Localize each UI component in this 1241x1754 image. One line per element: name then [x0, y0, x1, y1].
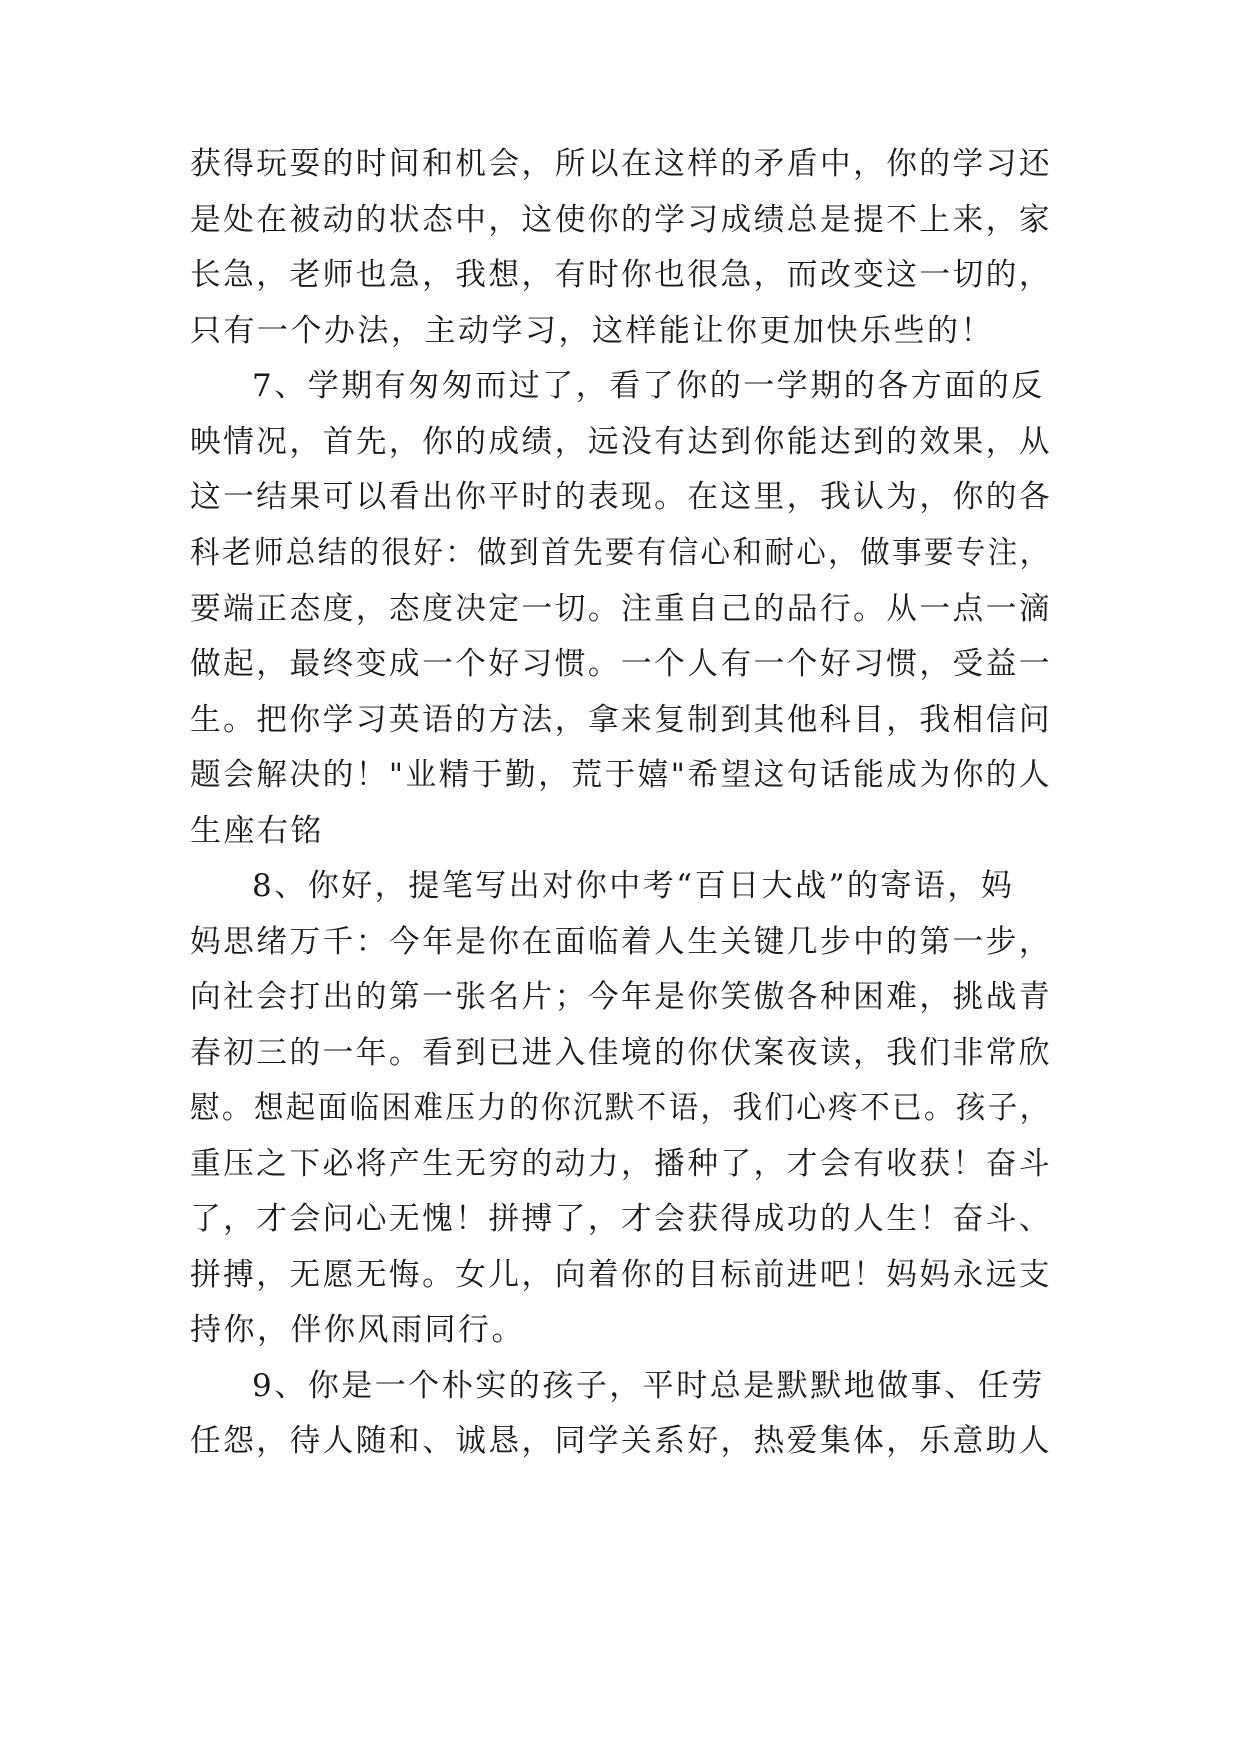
text-line: 做起，最终变成一个好习惯。一个人有一个好习惯，受益一 — [190, 646, 1053, 682]
text-line: 题会解决的！"业精于勤，荒于嬉"希望这句话能成为你的人 — [190, 757, 1053, 793]
text-line: 长急，老师也急，我想，有时你也很急，而改变这一切的， — [190, 257, 1053, 293]
text-line: 是处在被动的状态中，这使你的学习成绩总是提不上来，家 — [190, 202, 1053, 238]
text-line: 获得玩耍的时间和机会，所以在这样的矛盾中，你的学习还 — [190, 146, 1053, 182]
text-line: 映情况，首先，你的成绩，远没有达到你能达到的效果，从 — [190, 424, 1053, 460]
text-line: 生。把你学习英语的方法，拿来复制到其他科目，我相信问 — [190, 702, 1053, 738]
text-line: 任怨，待人随和、诚恳，同学关系好，热爱集体，乐意助人 — [190, 1423, 1053, 1459]
paragraph-start-7: 7、学期有匆匆而过了，看了你的一学期的各方面的反 — [252, 368, 1045, 404]
text-line: 向社会打出的第一张名片；今年是你笑傲各种困难，挑战青 — [190, 979, 1053, 1015]
text-line: 要端正态度，态度决定一切。注重自己的品行。从一点一滴 — [190, 591, 1053, 627]
paragraph-start-9: 9、你是一个朴实的孩子，平时总是默默地做事、任劳 — [252, 1368, 1045, 1404]
text-line: 拼搏，无愿无悔。女儿，向着你的目标前进吧！妈妈永远支 — [190, 1257, 1053, 1293]
text-line: 了，才会问心无愧！拼搏了，才会获得成功的人生！奋斗、 — [190, 1201, 1053, 1237]
text-line: 科老师总结的很好：做到首先要有信心和耐心，做事要专注， — [190, 535, 1052, 571]
text-line: 持你，伴你风雨同行。 — [190, 1312, 525, 1348]
text-line: 只有一个办法，主动学习，这样能让你更加快乐些的！ — [190, 313, 994, 349]
text-line: 妈思绪万千：今年是你在面临着人生关键几步中的第一步， — [190, 924, 1053, 960]
text-line: 春初三的一年。看到已进入佳境的你伏案夜读，我们非常欣 — [190, 1035, 1053, 1071]
text-line: 生座右铭 — [190, 813, 324, 849]
paragraph-start-8: 8、你好，提笔写出对你中考“百日大战”的寄语，妈 — [252, 868, 1015, 904]
text-line: 慰。想起面临困难压力的你沉默不语，我们心疼不已。孩子， — [190, 1090, 1052, 1126]
text-line: 这一结果可以看出你平时的表现。在这里，我认为，你的各 — [190, 479, 1053, 515]
text-line: 重压之下必将产生无穷的动力，播种了，才会有收获！奋斗 — [190, 1146, 1053, 1182]
